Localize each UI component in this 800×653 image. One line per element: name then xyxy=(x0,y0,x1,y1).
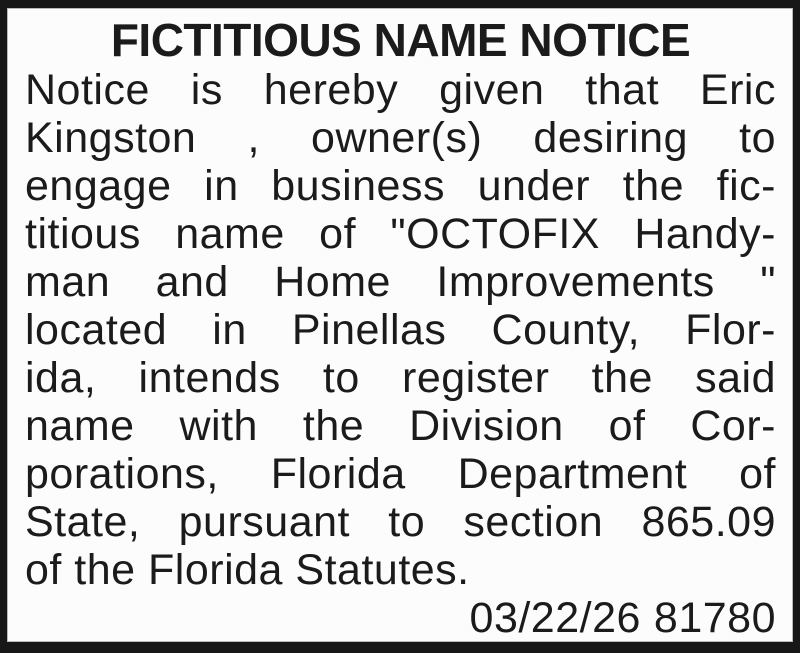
body-line: Kingston , owner(s) desiring to xyxy=(25,114,776,162)
notice-card xyxy=(7,8,793,642)
body-line: man and Home Improvements " xyxy=(25,258,776,306)
ad-number: 81780 xyxy=(653,594,776,642)
body-line: engage in business under the fic- xyxy=(25,162,776,210)
notice-body xyxy=(25,66,776,594)
body-line: located in Pinellas County, Flor- xyxy=(25,306,776,354)
body-line: porations, Florida Department of xyxy=(25,450,776,498)
body-line: of the Florida Statutes. xyxy=(25,546,470,594)
body-line: titious name of "OCTOFIX Handy- xyxy=(25,210,776,258)
body-line: ida, intends to register the said xyxy=(25,354,776,402)
publish-date: 03/22/26 xyxy=(469,594,641,642)
notice-title: FICTITIOUS NAME NOTICE xyxy=(110,14,691,66)
body-line: State, pursuant to section 865.09 xyxy=(25,498,776,546)
body-line: Notice is hereby given that Eric xyxy=(25,66,776,114)
body-line: name with the Division of Cor- xyxy=(25,402,776,450)
notice-footer xyxy=(25,594,776,642)
